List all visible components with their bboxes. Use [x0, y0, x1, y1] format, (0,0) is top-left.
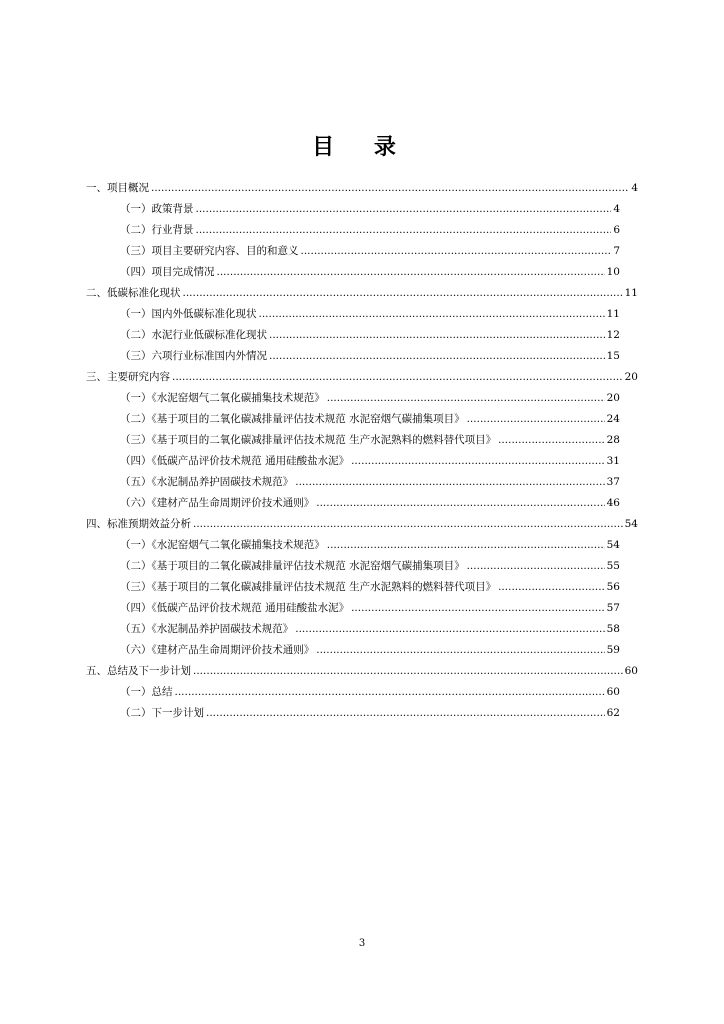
- toc-entry-text: 三、主要研究内容: [86, 371, 170, 383]
- toc-entry-page: 60: [606, 686, 620, 698]
- toc-entry-text: （六）《建材产品生命周期评价技术通则》: [120, 497, 315, 509]
- toc-entry-text: 五、总结及下一步计划: [86, 665, 191, 677]
- toc-leader-dots: [316, 640, 604, 661]
- toc-leader-dots: [498, 430, 605, 451]
- toc-leader-dots: [498, 577, 605, 598]
- toc-entry-page: 28: [606, 434, 620, 446]
- toc-title: 目 录: [312, 135, 412, 160]
- toc-entry-page: 37: [606, 476, 620, 488]
- toc-leader-dots: [206, 703, 605, 724]
- toc-entry[interactable]: [86, 619, 620, 640]
- toc-entry-page: 56: [606, 581, 620, 593]
- toc-entry[interactable]: [86, 220, 620, 241]
- toc-entry-text: （二）《基于项目的二氧化碳减排量评估技术规范 水泥窑烟气碳捕集项目》: [120, 560, 465, 572]
- toc-entry[interactable]: [86, 682, 620, 703]
- toc-entry-page: 54: [606, 539, 620, 551]
- toc-entry[interactable]: [86, 640, 620, 661]
- toc-entry[interactable]: [86, 598, 620, 619]
- toc-leader-dots: [295, 619, 604, 640]
- toc-entry-page: 58: [606, 623, 620, 635]
- toc-leader-dots: [259, 304, 605, 325]
- toc-leader-dots: [467, 556, 605, 577]
- toc-entry-page: 60: [624, 665, 638, 677]
- toc-entry-page: 7: [613, 245, 620, 257]
- toc-entry-text: 一、项目概况: [86, 182, 149, 194]
- toc-entry-text: （一）《水泥窑烟气二氧化碳捕集技术规范》: [120, 392, 325, 404]
- toc-leader-dots: [175, 682, 605, 703]
- toc-entry[interactable]: [86, 325, 620, 346]
- toc-leader-dots: [327, 535, 605, 556]
- toc-leader-dots: [269, 346, 605, 367]
- toc-entry-page: 10: [606, 266, 620, 278]
- toc-leader-dots: [351, 451, 605, 472]
- toc-entry[interactable]: [86, 283, 638, 304]
- toc-entry-text: （五）《水泥制品养护固碳技术规范》: [120, 623, 294, 635]
- toc-entry[interactable]: [86, 577, 620, 598]
- toc-entry-text: （三）六项行业标准国内外情况: [120, 350, 267, 362]
- toc-entry-text: （一）总结: [120, 686, 173, 698]
- toc-entry[interactable]: [86, 346, 620, 367]
- toc-entry-page: 62: [606, 707, 620, 719]
- page-number: 3: [358, 938, 366, 949]
- toc-entry-text: （一）国内外低碳标准化现状: [120, 308, 257, 320]
- toc-leader-dots: [193, 514, 623, 535]
- toc-entry-page: 55: [606, 560, 620, 572]
- toc-entry-text: （二）行业背景: [120, 224, 194, 236]
- toc-leader-dots: [193, 661, 623, 682]
- toc-entry-page: 4: [613, 203, 620, 215]
- toc-entry-page: 31: [606, 455, 620, 467]
- toc-entry[interactable]: [86, 514, 638, 535]
- toc-entry-text: （五）《水泥制品养护固碳技术规范》: [120, 476, 294, 488]
- toc-leader-dots: [196, 220, 612, 241]
- toc-entry-text: （二）《基于项目的二氧化碳减排量评估技术规范 水泥窑烟气碳捕集项目》: [120, 413, 465, 425]
- toc-entry-text: 四、标准预期效益分析: [86, 518, 191, 530]
- toc-leader-dots: [295, 472, 604, 493]
- toc-entry-page: 59: [606, 644, 620, 656]
- toc-entry[interactable]: [86, 703, 620, 724]
- toc-leader-dots: [196, 199, 612, 220]
- toc-entry[interactable]: [86, 178, 638, 199]
- toc-entry[interactable]: [86, 199, 620, 220]
- toc-entry-text: （三）《基于项目的二氧化碳减排量评估技术规范 生产水泥熟料的燃料替代项目》: [120, 434, 497, 446]
- toc-entry[interactable]: [86, 262, 620, 283]
- toc-entry-text: （四）《低碳产品评价技术规范 通用硅酸盐水泥》: [120, 602, 350, 614]
- toc-entry-page: 46: [606, 497, 620, 509]
- toc-entry[interactable]: [86, 661, 638, 682]
- toc-entry-page: 15: [606, 350, 620, 362]
- toc-leader-dots: [217, 262, 605, 283]
- toc-entry[interactable]: [86, 388, 620, 409]
- toc-entry[interactable]: [86, 556, 620, 577]
- toc-leader-dots: [301, 241, 612, 262]
- toc-entry-page: 6: [613, 224, 620, 236]
- toc-entry-text: （四）《低碳产品评价技术规范 通用硅酸盐水泥》: [120, 455, 350, 467]
- toc-leader-dots: [316, 493, 604, 514]
- toc-entry[interactable]: [86, 535, 620, 556]
- toc-leader-dots: [183, 283, 623, 304]
- toc-entry-page: 20: [606, 392, 620, 404]
- toc-entry-page: 57: [606, 602, 620, 614]
- toc-entry-text: （二）下一步计划: [120, 707, 204, 719]
- toc-entry-page: 4: [631, 182, 638, 194]
- toc-entry-text: （三）项目主要研究内容、目的和意义: [120, 245, 299, 257]
- toc-leader-dots: [172, 367, 623, 388]
- toc-leader-dots: [151, 178, 629, 199]
- toc-entry-page: 11: [606, 308, 620, 320]
- toc-entry-page: 12: [606, 329, 620, 341]
- toc-entry-text: （六）《建材产品生命周期评价技术通则》: [120, 644, 315, 656]
- toc-entry[interactable]: [86, 241, 620, 262]
- toc-entry-text: （一）《水泥窑烟气二氧化碳捕集技术规范》: [120, 539, 325, 551]
- toc-entry-page: 20: [624, 371, 638, 383]
- toc-entry[interactable]: [86, 367, 638, 388]
- toc-entry[interactable]: [86, 451, 620, 472]
- table-of-contents: [86, 178, 638, 724]
- toc-entry[interactable]: [86, 304, 620, 325]
- toc-entry[interactable]: [86, 430, 620, 451]
- toc-entry-text: （二）水泥行业低碳标准化现状: [120, 329, 267, 341]
- toc-entry-page: 24: [606, 413, 620, 425]
- toc-leader-dots: [351, 598, 605, 619]
- toc-entry[interactable]: [86, 493, 620, 514]
- toc-entry-page: 11: [624, 287, 638, 299]
- toc-entry-text: （四）项目完成情况: [120, 266, 215, 278]
- toc-entry-text: （三）《基于项目的二氧化碳减排量评估技术规范 生产水泥熟料的燃料替代项目》: [120, 581, 497, 593]
- toc-entry-text: 二、低碳标准化现状: [86, 287, 181, 299]
- toc-leader-dots: [467, 409, 605, 430]
- toc-leader-dots: [327, 388, 605, 409]
- toc-entry-page: 54: [624, 518, 638, 530]
- toc-leader-dots: [269, 325, 605, 346]
- toc-entry[interactable]: [86, 472, 620, 493]
- toc-entry[interactable]: [86, 409, 620, 430]
- toc-entry-text: （一）政策背景: [120, 203, 194, 215]
